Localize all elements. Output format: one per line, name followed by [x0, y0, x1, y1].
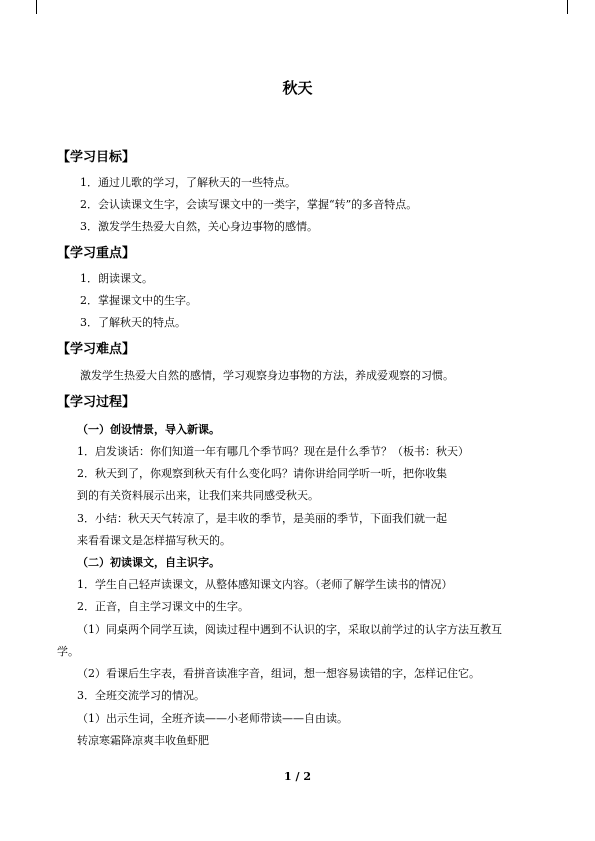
- goals-item-1: 1．通过儿歌的学习，了解秋天的一些特点。: [80, 176, 296, 189]
- process-part1-title: （一）创设情景，导入新课。: [77, 423, 220, 436]
- key-points-item-3: 3．了解秋天的特点。: [80, 316, 186, 329]
- process-part2-line-2: 2．正音，自主学习课文中的生字。: [77, 600, 249, 613]
- key-points-item-1: 1．朗读课文。: [80, 272, 153, 285]
- process-part2-line-7: （1）出示生词，全班齐读——小老师带读——自由读。: [77, 712, 348, 725]
- difficulties-heading: 【学习难点】: [57, 342, 136, 357]
- page-title: 秋天: [282, 79, 313, 97]
- key-points-heading: 【学习重点】: [57, 246, 136, 261]
- process-heading: 【学习过程】: [57, 395, 136, 410]
- process-part2-line-6: 3．全班交流学习的情况。: [77, 689, 205, 702]
- process-part1-line-5: 来看看课文是怎样描写秋天的。: [77, 534, 231, 547]
- process-part1-line-2: 2．秋天到了，你观察到秋天有什么变化吗？请你讲给同学听一听，把你收集: [77, 467, 447, 480]
- process-part1-line-1: 1．启发谈话：你们知道一年有哪几个季节吗？现在是什么季节？（板书：秋天）: [77, 445, 469, 458]
- process-part2-line-3: （1）同桌两个同学互读，阅读过程中遇到不认识的字，采取以前学过的认字方法互教互: [77, 623, 502, 636]
- process-part2-title: （二）初读课文，自主识字。: [77, 556, 220, 569]
- crop-mark-left: [22, 0, 37, 14]
- process-part2-line-4: 学。: [57, 645, 79, 658]
- goals-item-2: 2．会认读课文生字，会读写课文中的一类字，掌握“转”的多音特点。: [80, 198, 418, 211]
- difficulties-text: 激发学生热爱大自然的感情，学习观察身边事物的方法，养成爱观察的习惯。: [80, 369, 454, 382]
- crop-mark-right: [567, 0, 582, 14]
- key-points-item-2: 2．掌握课文中的生字。: [80, 294, 197, 307]
- goals-item-3: 3．激发学生热爱大自然，关心身边事物的感情。: [80, 220, 318, 233]
- process-part1-line-4: 3．小结：秋天天气转凉了，是丰收的季节，是美丽的季节，下面我们就一起: [77, 512, 447, 525]
- process-part1-line-3: 到的有关资料展示出来，让我们来共同感受秋天。: [77, 489, 319, 502]
- process-part2-line-5: （2）看课后生字表，看拼音读准字音，组词，想一想容易读错的字，怎样记住它。: [77, 667, 480, 680]
- goals-heading: 【学习目标】: [57, 150, 136, 165]
- process-part2-line-8: 转凉寒霜降凉爽丰收鱼虾肥: [77, 734, 209, 747]
- page-number: 1 / 2: [284, 770, 311, 783]
- process-part2-line-1: 1．学生自己轻声读课文，从整体感知课文内容。（老师了解学生读书的情况）: [77, 578, 453, 591]
